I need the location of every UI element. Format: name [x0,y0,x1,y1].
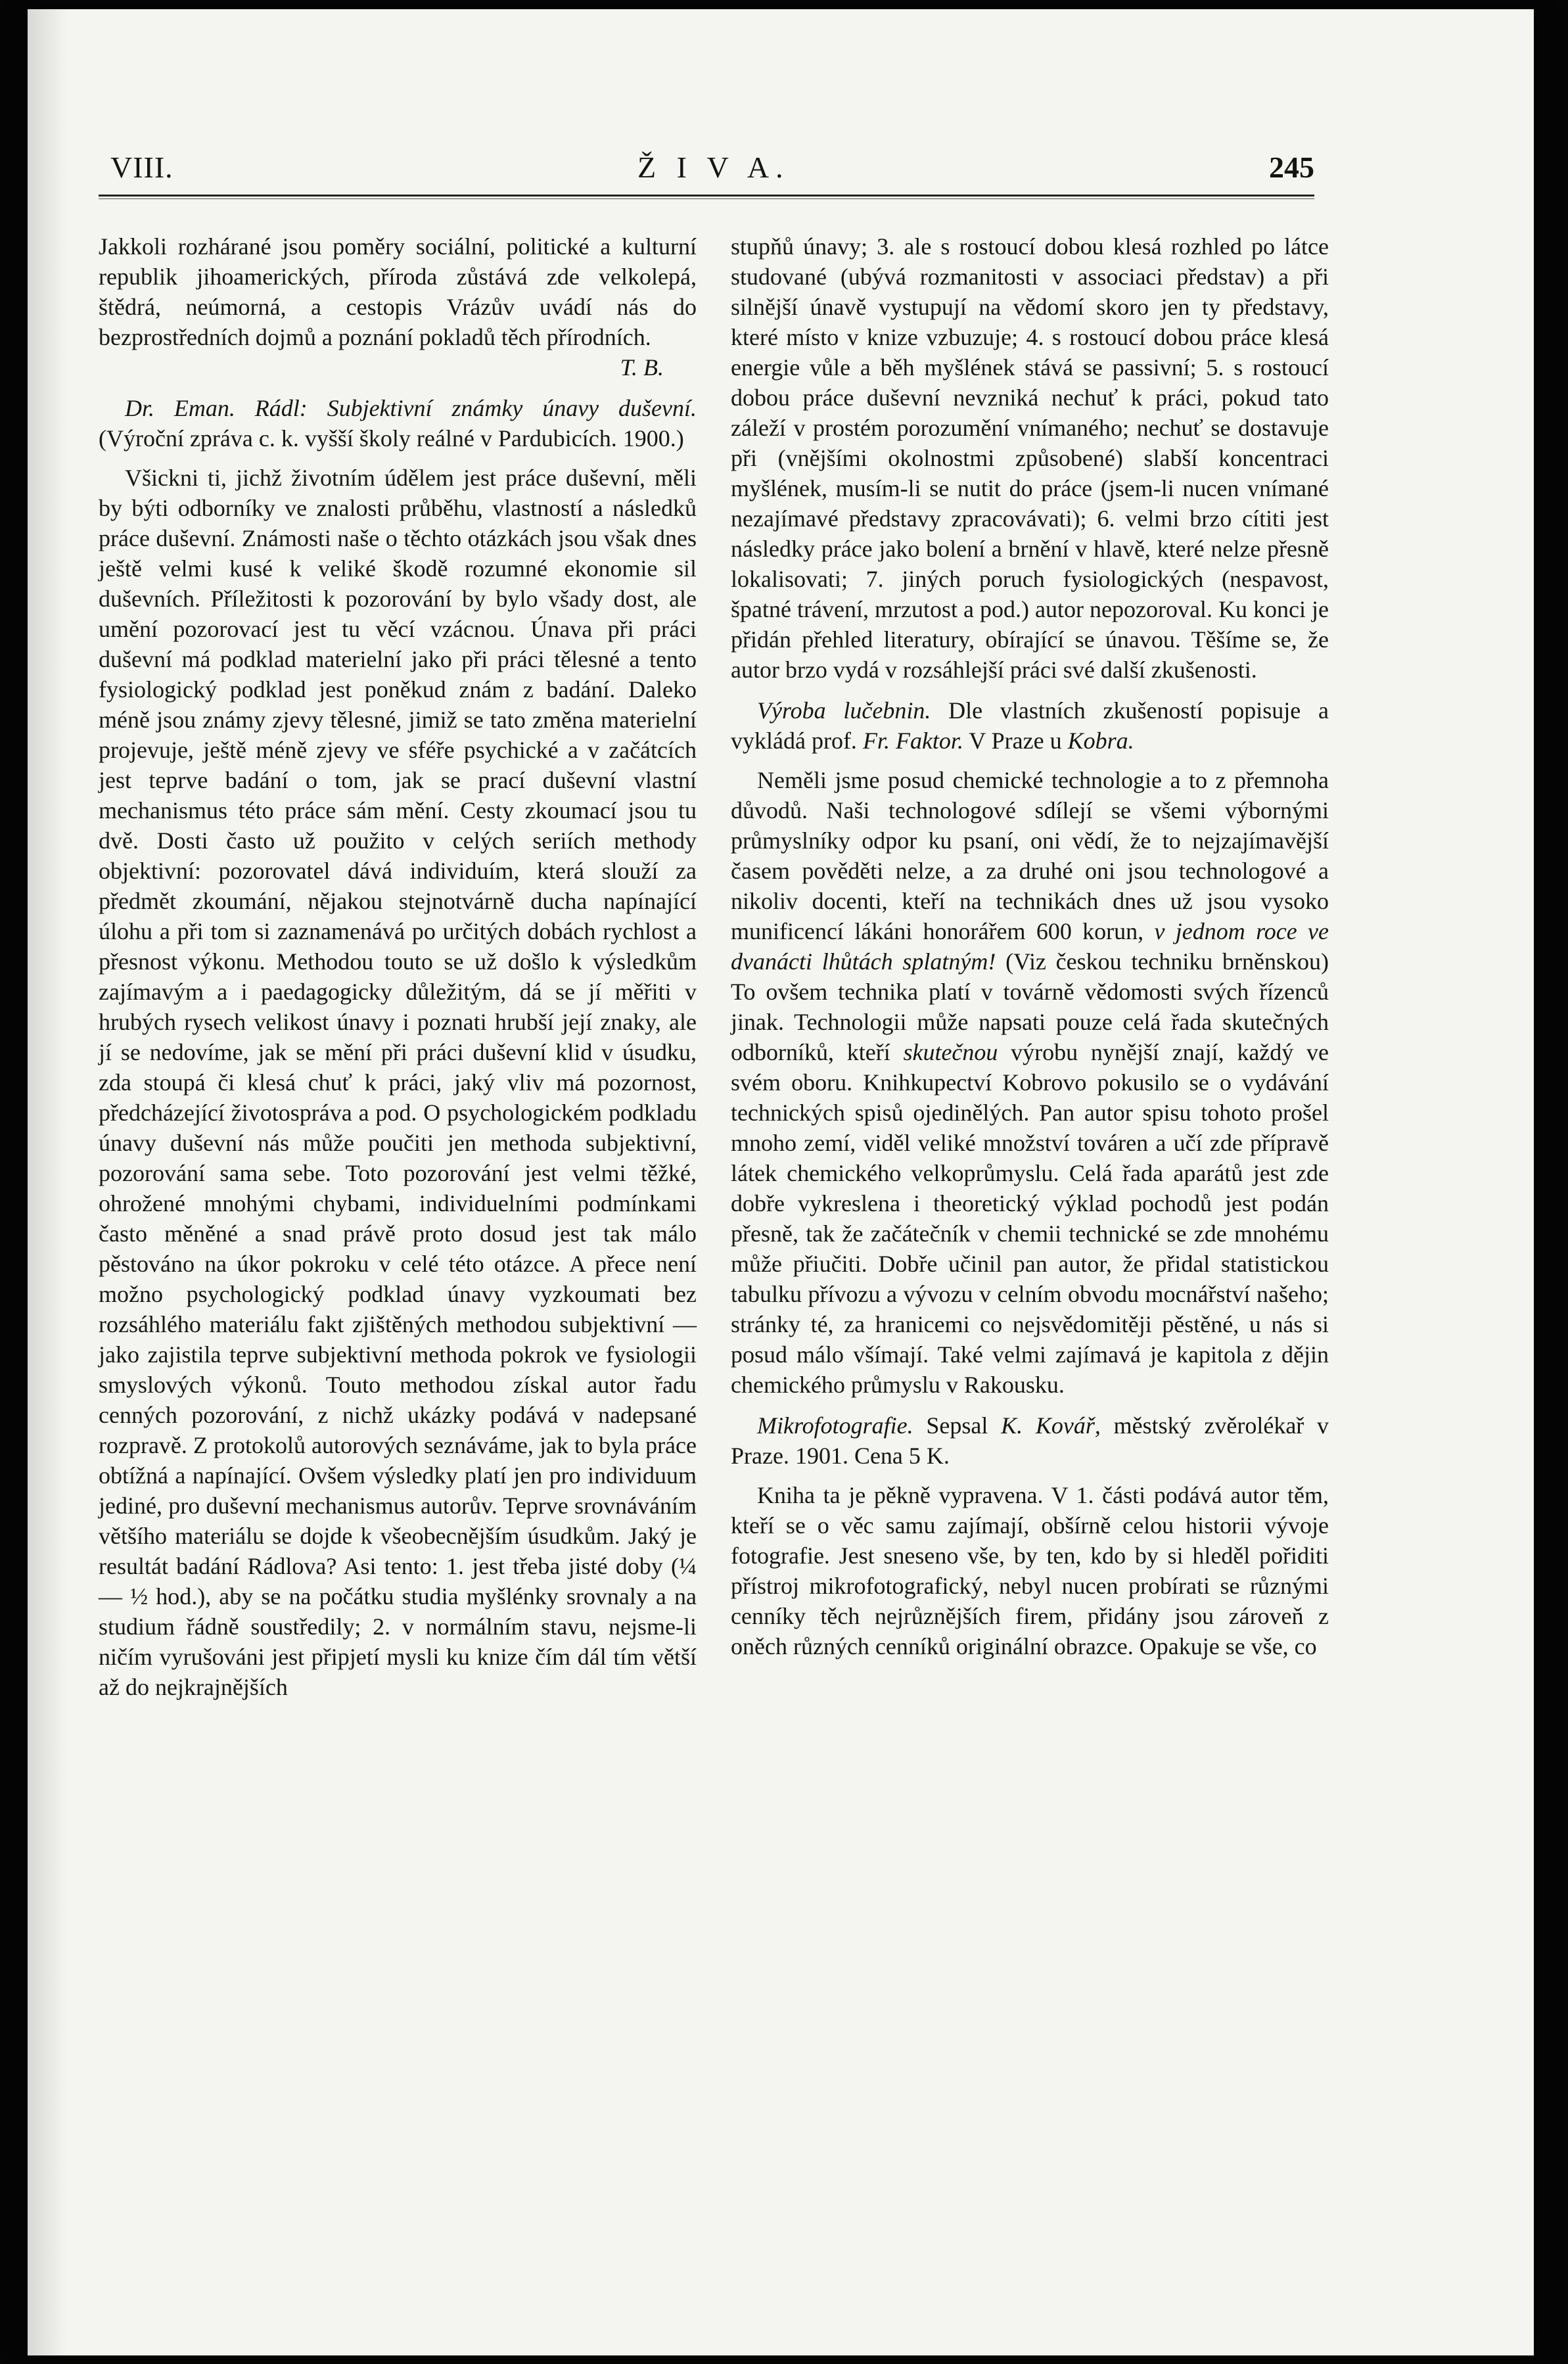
right-column [731,231,1329,1661]
paragraph-faktor-review: Neměli jsme posud chemické technologie a to z přemnoha důvodů. Naši technologové sdílejí se všemi výbornými průmyslníky odpor ku psaní, oni vědí, že to nejzajímavější časem pověděti nelze, a za druhé oni jsou technologové a nikoliv docenti, kteří na technikách dnes už jsou vysoko munificencí lákáni honorářem 600 korun, v jednom roce ve dvanácti lhůtách splatným! (Viz českou techniku brněnskou) To ovšem technika platí v továrně vědomosti svých řízenců jinak. Technologii může napsati pouze celá řada skutečných odborníků, kteří skutečnou výrobu nynější znají, každý ve svém oboru. Knihkupectví Kobrovo pokusilo se o vydávání technických spisů ojedinělých. Pan autor spisu tohoto prošel mnoho zemí, viděl veliké množství továren a učí zde přípravě látek chemického velkoprůmyslu. Celá řada aparátů jest zde dobře vykreslena i theoretický výklad pochodů jest podán přesně, tak že začátečník v chemii technické se zde mnohému může přiučiti. Dobře učinil pan autor, že přidal statistickou tabulku přívozu a vývozu v celním obvodu mocnářství našeho; stránky té, za hranicemi co nejsvědomitěji pěstěné, u nás si posud málo všímají. Také velmi zajímavá je kapitola z dějin chemického průmyslu v Rakousku. [731,767,1329,1398]
paragraph-radl-review: Všickni ti, jichž životním údělem jest práce duševní, měli by býti odborníky ve znalosti průběhu, vlastností a následků práce duševní. Známosti naše o těchto otázkách jsou však dnes ještě velmi kusé k veliké škodě rozumné ekonomie sil duševních. Příležitosti k pozorování by bylo všady dost, ale umění pozorovací jest tu věcí vzácnou. Únava při práci duševní má podklad materielní jako při práci tělesné a tento fysiologický podklad jest poněkud znám z badání. Daleko méně jsou známy zjevy tělesné, jimiž se tato změna materielní projevuje, ještě méně zjevy ve sféře psychické a v začátcích jest teprve badání o tom, jak se prací duševní vlastní mechanismus této práce sám mění. Cesty zkoumací jsou tu dvě. Dosti často už použito v celých seriích methody objektivní: pozorovatel dává individuím, která slouží za předmět zkoumání, nějakou stejnotvárně ducha napínající úlohu a při tom si zaznamenává po určitých dobách rychlost a přesnost výkonu. Methodou touto se už došlo k výsledkům zajímavým a i paedagogicky důležitým, dá se jí měřiti v hrubých rysech velikost únavy i poznati hrubší její znaky, ale jí se nedovíme, jak se mění při práci duševní klid v úsudku, zda stoupá či klesá chuť k práci, jaký vliv má pozornost, předcházející životospráva a pod. O psychologickém podkladu únavy duševní nás může poučiti jen methoda subjektivní, pozorování sama sebe. Toto pozorování jest velmi těžké, ohrožené mnohými chybami, individuelními podmínkami často měněné a snad právě proto dosud jest tak málo pěstováno na úkor pokroku v celé této otázce. A přece není možno psychologický podklad únavy vyzkoumati bez rozsáhlého materiálu fakt zjištěných methodou subjektivní — jako zajistila teprve subjektivní methoda pokrok ve fysiologii smyslových výkonů. Touto methodou získal autor řadu cenných pozorování, z nichž ukázky podává v nadepsané rozpravě. Z protokolů autorových seznáváme, jak to byla práce obtížná a napínající. Ovšem výsledky platí jen pro individuum jediné, pro duševní mechanismus autorův. Teprve srovnáváním většího materiálu se dojde k všeobecnějším úsudkům. Jaký je resultát badání Rádlova? Asi tento: 1. jest třeba jisté doby (¼ — ½ hod.), aby se na počátku studia myšlénky srovnaly a na studium řádně soustředily; 2. v normálním stavu, nejsme-li ničím vyrušováni jest připjetí mysli ku knize čím dál tím větší až do nejkrajnějších [99,465,697,1700]
running-header [99,150,1314,196]
reviewer-signature: T. B. [620,354,664,381]
review-faktor-publisher: Kobra. [1067,728,1134,754]
review-kovar-author: K. Kovář, [1001,1412,1101,1439]
volume-number: VIII. [110,151,173,184]
review-faktor-heading: Výroba lučebnin. Dle vlastních zkušeností popisuje a vykládá prof. Fr. Faktor. V Praze u Kobra. [731,697,1329,754]
paragraph-radl-review-cont: stupňů únavy; 3. ale s rostoucí dobou klesá rozhled po látce studované (ubývá rozmanitosti v associaci představ) a při silnější únavě vystupují na vědomí skoro jen ty představy, které místo v knize vzbuzuje; 4. s rostoucí dobou práce klesá energie vůle a běh myšlének stává se passivní; 5. s rostoucí dobou práce duševní nevzniká nechuť k práci, pokud tato záleží v prostém porozumění vnímaného; nechuť se dostavuje při (vnějšími okolnostmi způsobené) slabší koncentraci myšlének, musím-li se nutit do práce (jsem-li nucen vnímané nezajímavé představy zpracovávati); 6. velmi brzo cítiti jest následky práce jako bolení a brnění v hlavě, které nelze přesně lokalisovati; 7. jiných poruch fysiologických (nespavost, špatné trávení, mrzutost a pod.) autor nepozoroval. Ku konci je přidán přehled literatury, obírající se únavou. Těšíme se, že autor brzo vydá v rozsáhlejší práci své další zkušenosti. [731,233,1329,683]
review-faktor-title: Výroba lučebnin. [757,697,931,724]
review-kovar-title: Mikrofotografie. [757,1412,913,1439]
page-number: 245 [1269,151,1314,184]
journal-title: Ž I V A. [637,151,790,184]
left-column [99,231,697,1702]
review-radl-heading [99,393,697,453]
review-radl-source: (Výroční zpráva c. k. vyšší školy reálné v Pardubicích. 1900.) [99,425,684,452]
review-kovar-heading: Mikrofotografie. Sepsal K. Kovář, městský zvěrolékař v Praze. 1901. Cena 5 K. [731,1412,1329,1469]
header-rule [99,195,1314,199]
review-faktor-author: Fr. Faktor. [862,728,963,754]
paragraph-vraz-review-end: Jakkoli rozhárané jsou poměry sociální, politické a kulturní republik jihoamerických, příroda zůstává zde velkolepá, štědrá, neúmorná, a cestopis Vrázův uvádí nás do bezprostředních dojmů a poznání pokladů těch přírodních. T. B. [99,231,697,382]
review-radl-title: Dr. Eman. Rádl: Subjektivní známky únavy duševní. [125,395,697,421]
paragraph-kovar-review: Kniha ta je pěkně vypravena. V 1. části podává autor těm, kteří se o věc samu zajímají, obšírně celou historii vývoje fotografie. Jest sneseno vše, by ten, kdo by si hleděl pořiditi přístroj mikrofotografický, nebyl nucen probírati se různými cenníky těch nejrůznějších firem, přidány jsou zároveň z oněch různých cenníků originální obrazce. Opakuje se vše, co [731,1482,1329,1659]
page-gutter-shadow [28,9,67,2355]
